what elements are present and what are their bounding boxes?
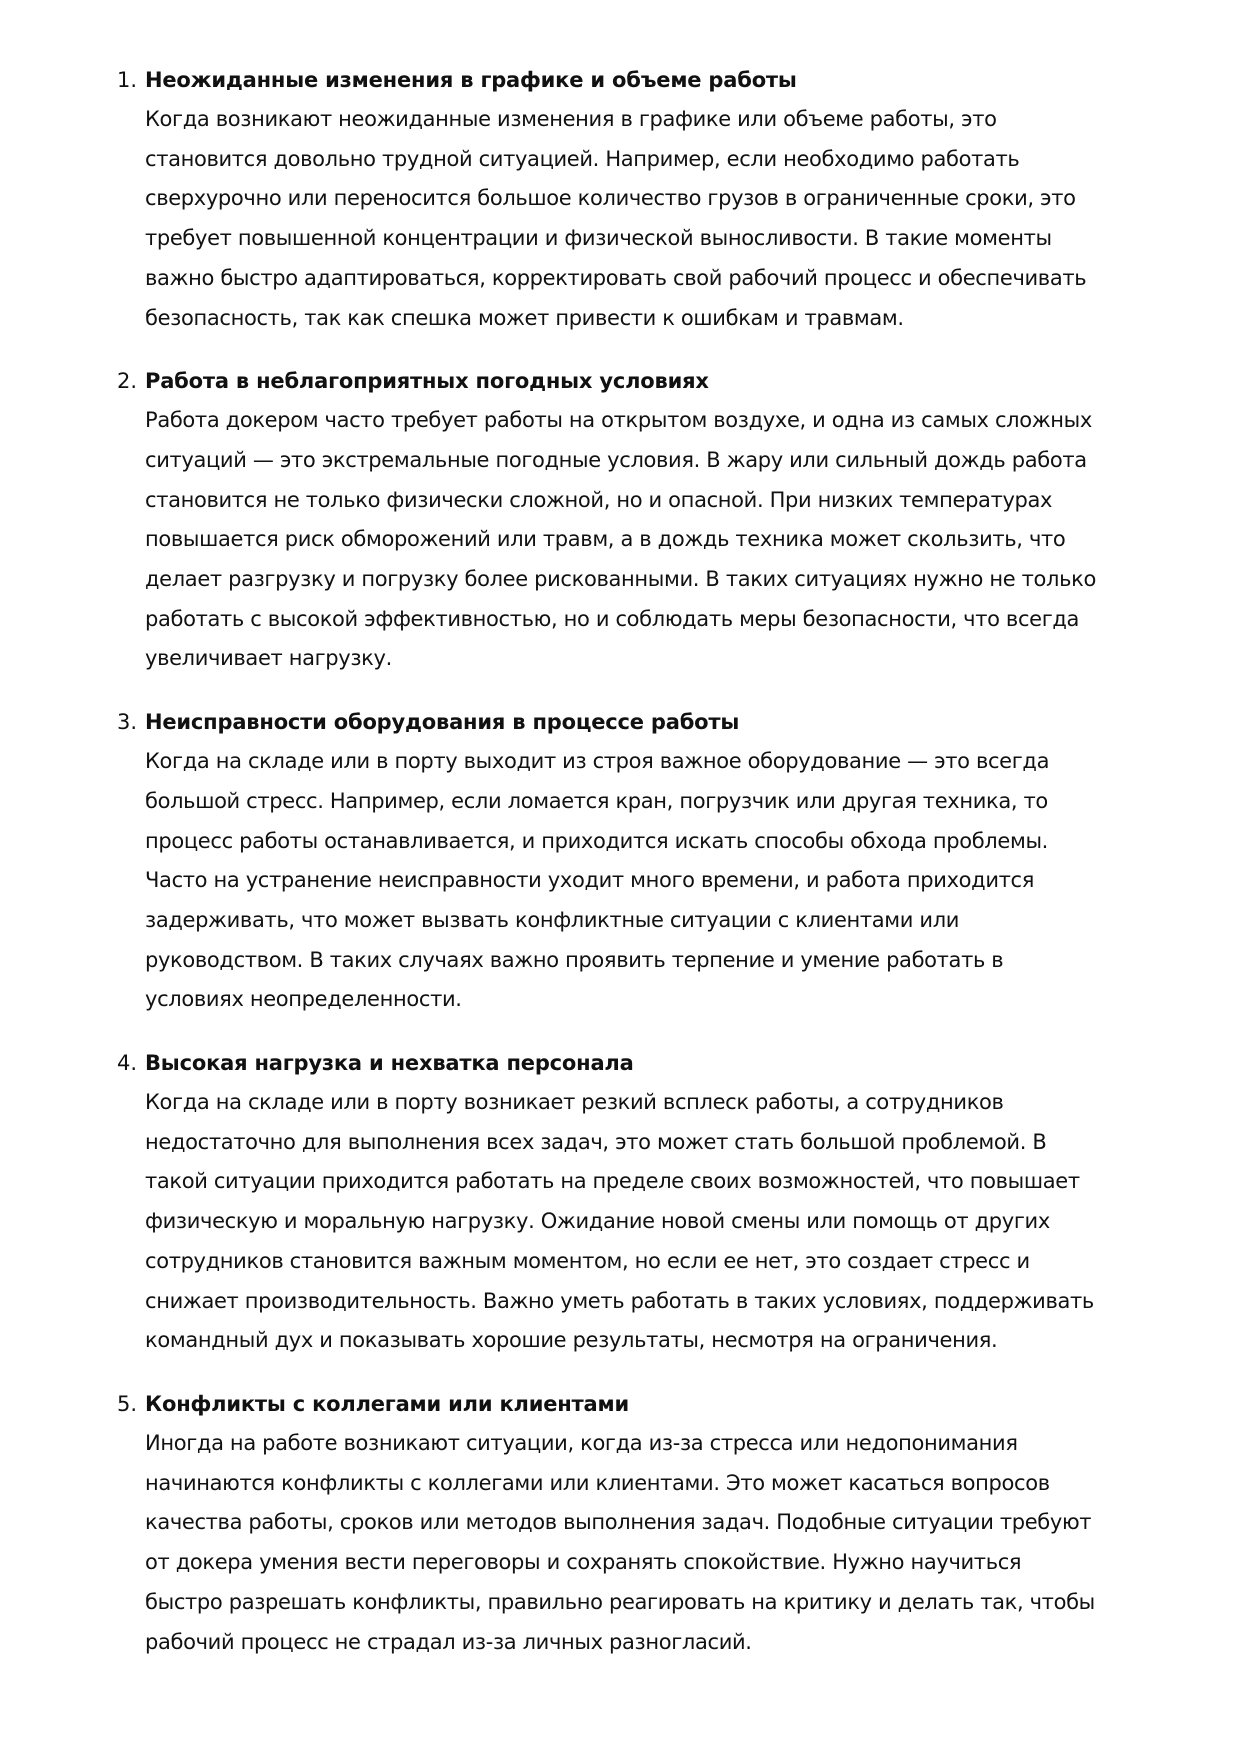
paragraph-line: снижает производительность. Важно уметь работать в таких условиях, поддерживать	[145, 1288, 1094, 1313]
paragraph-line: большой стресс. Например, если ломается кран, погрузчик или другая техника, то	[145, 788, 1048, 813]
paragraph-line: становится довольно трудной ситуацией. Например, если необходимо работать	[145, 146, 1020, 171]
list-item-paragraph	[145, 742, 1157, 1020]
paragraph-line: начинаются конфликты с коллегами или клиентами. Это может касаться вопросов	[145, 1470, 1050, 1495]
paragraph-line: безопасность, так как спешка может привести к ошибкам и травмам.	[145, 305, 904, 330]
paragraph-line: работать с высокой эффективностью, но и соблюдать меры безопасности, что всегда	[145, 606, 1080, 631]
paragraph-line: ситуаций — это экстремальные погодные условия. В жару или сильный дождь работа	[145, 447, 1087, 472]
paragraph-line: от докера умения вести переговоры и сохранять спокойствие. Нужно научиться	[145, 1550, 1022, 1575]
paragraph-line: Часто на устранение неисправности уходит много времени, и работа приходится	[145, 868, 1034, 893]
list-item-number: 1.	[117, 68, 138, 92]
list-item-paragraph	[145, 1424, 1157, 1662]
paragraph-line: Когда на складе или в порту выходит из строя важное оборудование — это всегда	[145, 749, 1050, 774]
paragraph-line: рабочий процесс не страдал из-за личных разногласий.	[145, 1629, 752, 1654]
paragraph-line: сверхурочно или переносится большое количество грузов в ограниченные сроки, это	[145, 186, 1076, 211]
list-item-title: Неисправности оборудования в процессе работы	[145, 710, 740, 735]
paragraph-line: качества работы, сроков или методов выполнения задач. Подобные ситуации требуют	[145, 1510, 1092, 1535]
paragraph-line: становится не только физически сложной, но и опасной. При низких температурах	[145, 487, 1053, 512]
list-item-number: 4.	[117, 1051, 138, 1076]
numbered-list	[117, 60, 1157, 1685]
list-item-title: Высокая нагрузка и нехватка персонала	[145, 1051, 634, 1076]
list-item-number: 5.	[117, 1391, 138, 1416]
paragraph-line: делает разгрузку и погрузку более рискованными. В таких ситуациях нужно не только	[145, 567, 1096, 592]
list-item	[117, 60, 1157, 338]
list-item	[117, 1384, 1157, 1662]
paragraph-line: сотрудников становится важным моментом, но если ее нет, это создает стресс и	[145, 1248, 1030, 1273]
list-item-paragraph	[145, 1083, 1157, 1361]
paragraph-line: требует повышенной концентрации и физической выносливости. В такие моменты	[145, 226, 1052, 251]
paragraph-line: процесс работы останавливается, и приходится искать способы обхода проблемы.	[145, 828, 1048, 853]
paragraph-line: важно быстро адаптироваться, корректировать свой рабочий процесс и обеспечивать	[145, 265, 1087, 290]
paragraph-line: Иногда на работе возникают ситуации, когда из-за стресса или недопонимания	[145, 1430, 1018, 1455]
paragraph-line: условиях неопределенности.	[145, 987, 462, 1012]
paragraph-line: Когда на складе или в порту возникает резкий всплеск работы, а сотрудников	[145, 1090, 1004, 1115]
list-item-paragraph	[145, 401, 1157, 679]
paragraph-line: увеличивает нагрузку.	[145, 646, 392, 671]
paragraph-line: повышается риск обморожений или травм, а в дождь техника может скользить, что	[145, 527, 1066, 552]
list-item-number: 2.	[117, 369, 138, 394]
list-item-paragraph	[145, 100, 1157, 338]
paragraph-line: Работа докером часто требует работы на открытом воздухе, и одна из самых сложных	[145, 408, 1092, 433]
paragraph-line: задерживать, что может вызвать конфликтные ситуации с клиентами или	[145, 907, 960, 932]
list-item	[117, 702, 1157, 1020]
list-item	[117, 361, 1157, 679]
paragraph-line: командный дух и показывать хорошие результаты, несмотря на ограничения.	[145, 1328, 998, 1353]
list-item-number: 3.	[117, 710, 138, 735]
list-item-title: Конфликты с коллегами или клиентами	[145, 1391, 629, 1416]
paragraph-line: Когда возникают неожиданные изменения в графике или объеме работы, это	[145, 107, 997, 131]
paragraph-line: руководством. В таких случаях важно проявить терпение и умение работать в	[145, 947, 1004, 972]
paragraph-line: физическую и моральную нагрузку. Ожидание новой смены или помощь от других	[145, 1209, 1050, 1234]
paragraph-line: быстро разрешать конфликты, правильно реагировать на критику и делать так, чтобы	[145, 1589, 1095, 1614]
list-item	[117, 1043, 1157, 1361]
paragraph-line: такой ситуации приходится работать на пределе своих возможностей, что повышает	[145, 1169, 1080, 1194]
list-item-title: Неожиданные изменения в графике и объеме работы	[145, 68, 797, 92]
paragraph-line: недостаточно для выполнения всех задач, это может стать большой проблемой. В	[145, 1129, 1047, 1154]
list-item-title: Работа в неблагоприятных погодных условиях	[145, 369, 709, 394]
